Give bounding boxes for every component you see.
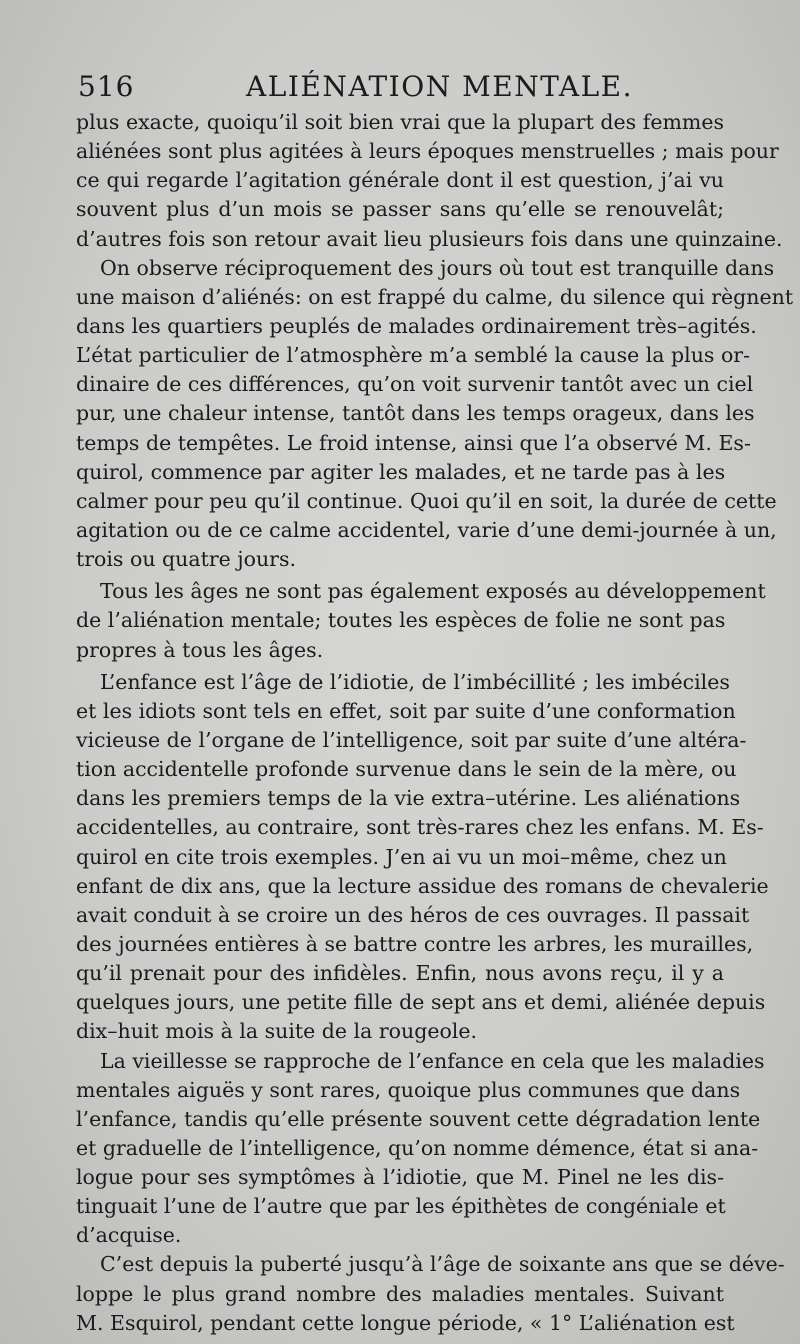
text-line: quirol, commence par agiter les malades, et ne tarde pas à les	[76, 459, 726, 484]
text-line: temps de tempêtes. Le froid intense, ainsi que l’a observé M. Es-	[76, 430, 751, 455]
page-number: 516	[78, 70, 135, 103]
text-line: qu’il prenait pour des infidèles. Enfin, nous avons reçu, il y a	[76, 961, 724, 986]
text-line: aliénées sont plus agitées à leurs époques menstruelles ; mais pour	[76, 139, 779, 164]
text-line: et les idiots sont tels en effet, soit par suite d’une conformation	[76, 698, 736, 723]
text-line: tinguait l’une de l’autre que par les épithètes de congéniale et	[76, 1194, 726, 1219]
text-line: ce qui regarde l’agitation générale dont il est question, j’ai vu	[76, 168, 724, 193]
text-line: agitation ou de ce calme accidentel, varie d’une demi-journée à un,	[76, 517, 777, 542]
text-line: loppe le plus grand nombre des maladies mentales. Suivant	[76, 1281, 724, 1306]
text-line: La vieillesse se rapproche de l’enfance en cela que les maladies	[100, 1048, 765, 1073]
text-line: souvent plus d’un mois se passer sans qu’elle se renouvelât;	[76, 197, 724, 222]
text-line: et graduelle de l’intelligence, qu’on nomme démence, état si ana-	[76, 1135, 759, 1160]
text-line: logue pour ses symptômes à l’idiotie, que M. Pinel ne les dis-	[76, 1165, 724, 1190]
body-text	[76, 108, 794, 1338]
text-line: d’autres fois son retour avait lieu plusieurs fois dans une quinzaine.	[76, 226, 783, 251]
text-line: tion accidentelle profonde survenue dans le sein de la mère, ou	[76, 757, 737, 782]
text-line: pur, une chaleur intense, tantôt dans les temps orageux, dans les	[76, 401, 755, 426]
text-line: de l’aliénation mentale; toutes les espèces de folie ne sont pas	[76, 608, 726, 633]
text-line: l’enfance, tandis qu’elle présente souvent cette dégradation lente	[76, 1106, 761, 1131]
text-line: trois ou quatre jours.	[76, 547, 297, 572]
text-line: dix–huit mois à la suite de la rougeole.	[76, 1019, 477, 1044]
text-line: L’enfance est l’âge de l’idiotie, de l’imbécillité ; les imbéciles	[100, 669, 730, 694]
text-line: quelques jours, une petite fille de sept ans et demi, aliénée depuis	[76, 990, 766, 1015]
text-line: des journées entières à se battre contre les arbres, les murailles,	[76, 931, 754, 956]
text-line: mentales aiguës y sont rares, quoique plus communes que dans	[76, 1077, 741, 1102]
text-line: quirol en cite trois exemples. J’en ai vu un moi–même, chez un	[76, 844, 727, 869]
text-line: d’acquise.	[76, 1223, 182, 1248]
text-line: accidentelles, au contraire, sont très-rares chez les enfans. M. Es-	[76, 815, 764, 840]
page-header	[78, 70, 728, 110]
running-head: ALIÉNATION MENTALE.	[246, 70, 634, 103]
text-line: dans les premiers temps de la vie extra–utérine. Les aliénations	[76, 786, 741, 811]
text-line: vicieuse de l’organe de l’intelligence, soit par suite d’une altéra-	[76, 727, 747, 752]
text-line: avait conduit à se croire un des héros de ces ouvrages. Il passait	[76, 902, 750, 927]
text-line: C’est depuis la puberté jusqu’à l’âge de soixante ans que se déve-	[100, 1252, 785, 1277]
text-line: dinaire de ces différences, qu’on voit survenir tantôt avec un ciel	[76, 372, 754, 397]
text-line: calmer pour peu qu’il continue. Quoi qu’il en soit, la durée de cette	[76, 488, 777, 513]
text-line: enfant de dix ans, que la lecture assidue des romans de chevalerie	[76, 873, 769, 898]
text-line: On observe réciproquement des jours où tout est tranquille dans	[100, 255, 775, 280]
text-line: L’état particulier de l’atmosphère m’a semblé la cause la plus or-	[76, 343, 751, 368]
text-line: plus exacte, quoiqu’il soit bien vrai que la plupart des femmes	[76, 110, 724, 134]
text-line: propres à tous les âges.	[76, 637, 324, 662]
text-line: une maison d’aliénés: on est frappé du calme, du silence qui règnent	[76, 284, 794, 309]
text-line: M. Esquirol, pendant cette longue période, « 1° L’aliénation est	[76, 1310, 735, 1335]
text-line: dans les quartiers peuplés de malades ordinairement très–agités.	[76, 313, 757, 338]
text-line: Tous les âges ne sont pas également exposés au développement	[100, 579, 766, 604]
